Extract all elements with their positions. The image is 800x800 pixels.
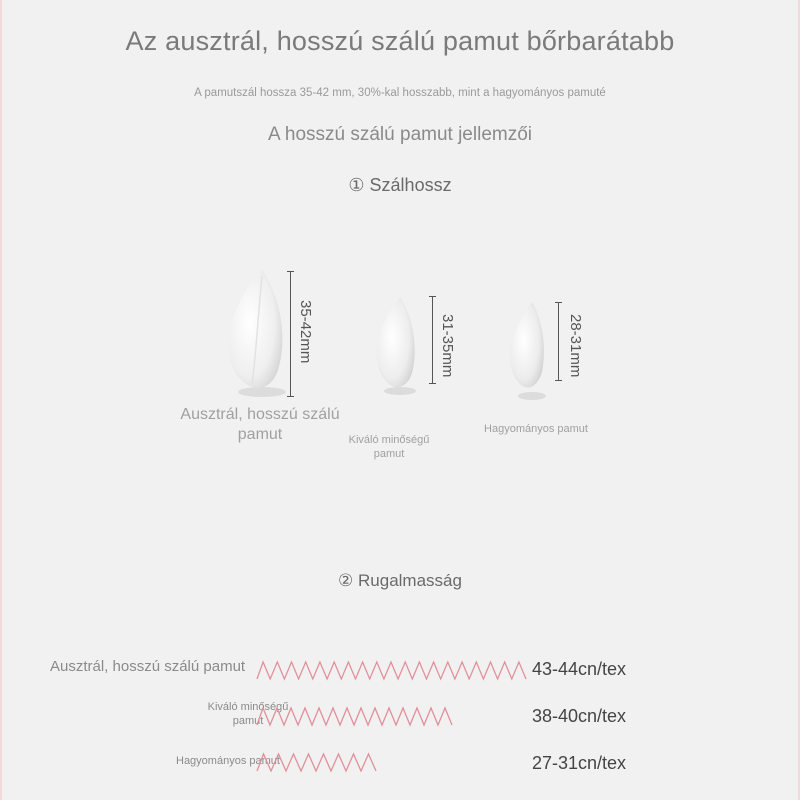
page-title: Az ausztrál, hosszú szálú pamut bőrbarátabb [125,26,675,56]
elasticity-value-2: 38-40cn/tex [532,706,627,726]
measure-tick-1-top [287,271,294,272]
zigzag-line [257,708,452,725]
cotton-fiber-small-image [504,300,550,400]
elasticity-row-label-3: Hagyományos pamut [176,755,280,767]
section-fiber-length-heading: ① Szálhossz [348,175,452,195]
elasticity-wave-2 [256,705,452,727]
measure-line-3 [558,302,559,381]
page-subtitle: A pamutszál hossza 35-42 mm, 30%-kal hosszabb, mint a hagyományos pamuté [194,87,606,99]
measure-tick-3-bottom [555,380,562,381]
measure-tick-3-top [555,302,562,303]
fiber-caption-1: Ausztrál, hosszú szálú pamut [180,406,340,443]
elasticity-row-label-2: Kiváló minőségű pamut [207,701,289,728]
fiber-length-measure-1: 35-42mm [297,300,314,364]
features-heading: A hosszú szálú pamut jellemzői [267,124,532,145]
measure-tick-2-top [429,296,436,297]
zigzag-line [257,754,376,771]
elasticity-value-3: 27-31cn/tex [532,753,627,773]
zigzag-line [257,662,526,679]
cotton-fiber-large-image [218,266,290,398]
elasticity-wave-1 [256,659,526,681]
measure-line-1 [290,271,291,397]
left-edge-accent [0,0,2,800]
elasticity-wave-3 [256,751,376,773]
fiber-length-measure-2: 31-35mm [439,314,456,378]
elasticity-row-label-1: Ausztrál, hosszú szálú pamut [50,658,246,675]
cotton-fiber-medium-image [370,295,420,395]
measure-line-2 [432,296,433,384]
fiber-caption-2: Kiváló minőségű pamut [348,434,430,460]
section-elasticity-heading: ② Rugalmasság [338,571,462,590]
fiber-length-measure-3: 28-31mm [567,314,584,378]
measure-tick-2-bottom [429,383,436,384]
elasticity-value-1: 43-44cn/tex [532,659,627,679]
measure-tick-1-bottom [287,396,294,397]
fiber-caption-3: Hagyományos pamut [484,423,588,435]
